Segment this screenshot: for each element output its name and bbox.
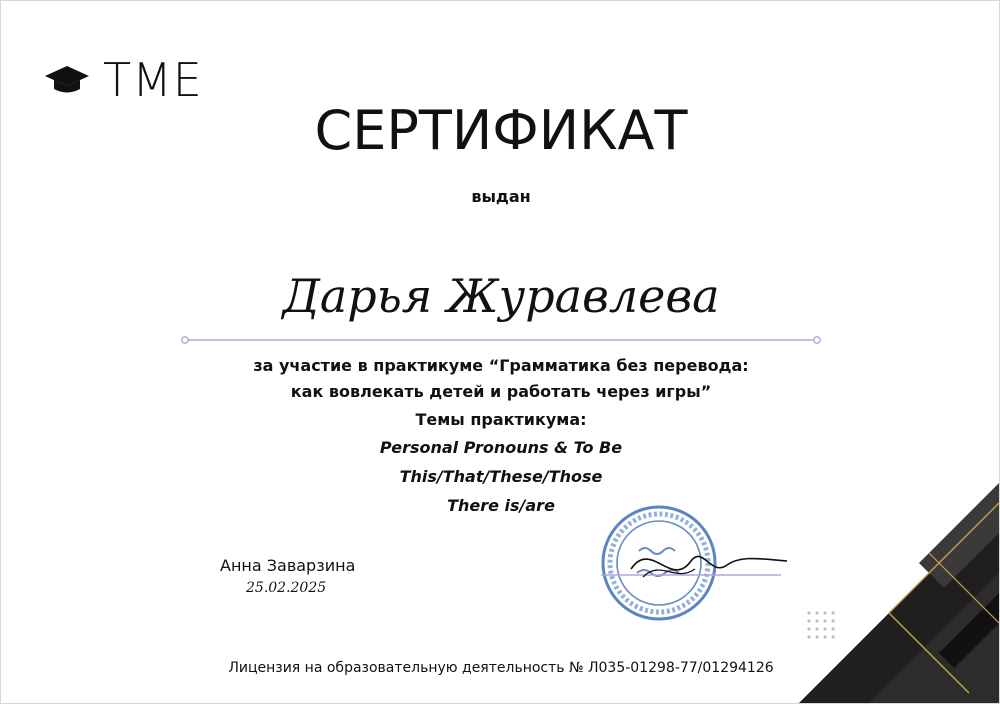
graduation-cap-icon <box>43 62 91 98</box>
course-line-2: как вовлекать детей и работать через игры” <box>290 382 712 401</box>
logo-text: TME <box>103 53 203 107</box>
topic-item: There is/are <box>447 496 555 515</box>
certificate-title: СЕРТИФИКАТ <box>314 99 688 162</box>
corner-decoration <box>769 463 999 703</box>
course-line-1: за участие в практикуме “Грамматика без перевода: <box>253 356 749 375</box>
issue-date: 25.02.2025 <box>246 580 327 596</box>
topic-item: This/That/These/Those <box>399 467 603 486</box>
license-text: Лицензия на образовательную деятельность № Л035-01298-77/01294126 <box>228 660 774 676</box>
recipient-name: Дарья Журавлева <box>282 269 720 323</box>
tme-logo <box>43 53 203 107</box>
decorative-divider <box>181 333 821 347</box>
signer-name: Анна Заварзина <box>220 556 356 575</box>
topic-item: Personal Pronouns & To Be <box>379 438 623 457</box>
issued-label: выдан <box>471 187 531 206</box>
topics-heading: Темы практикума: <box>415 410 587 429</box>
